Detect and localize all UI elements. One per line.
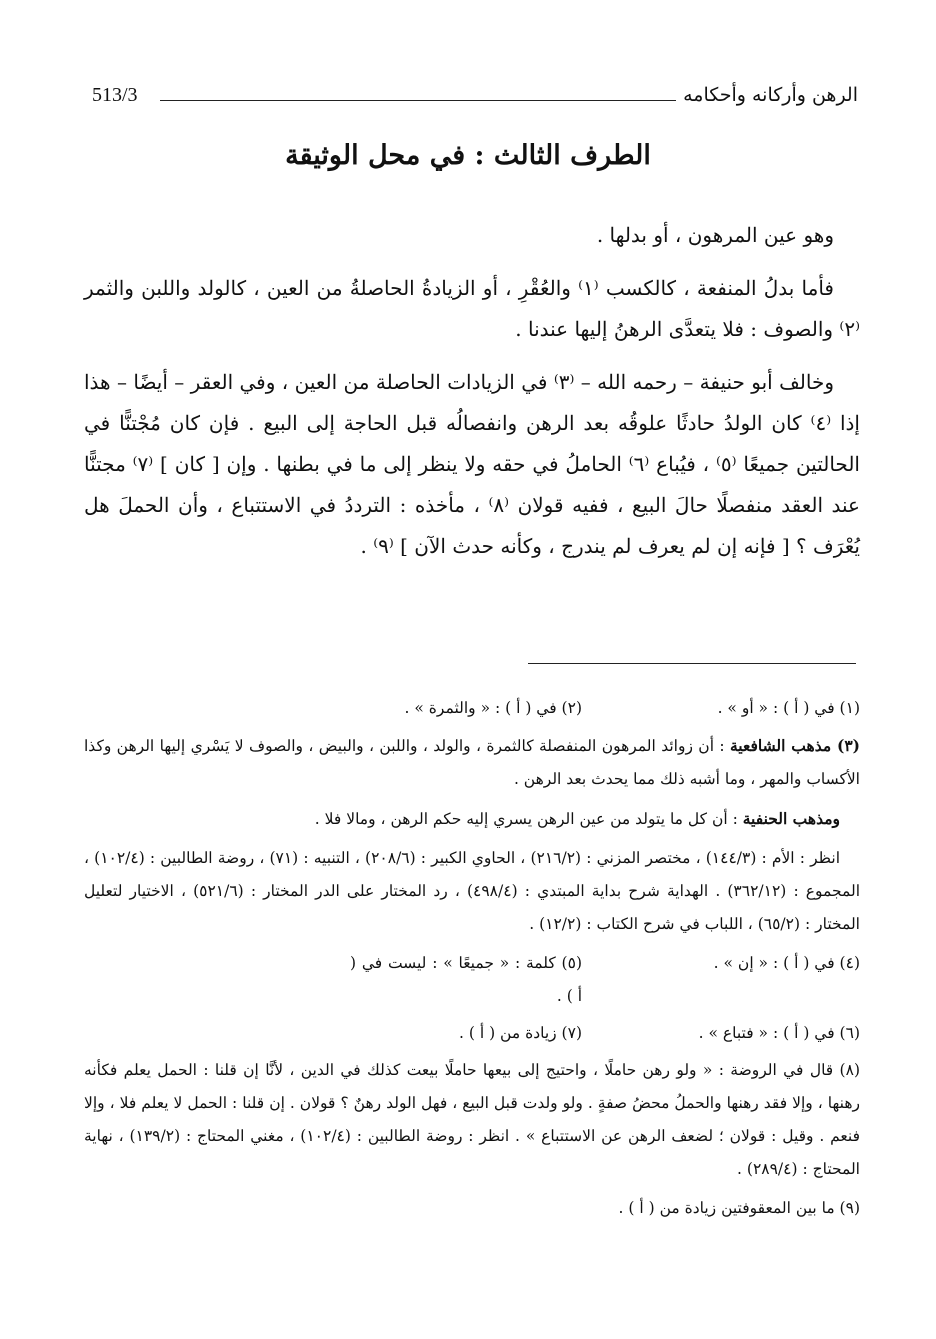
footnotes xyxy=(84,692,860,1231)
footnote-9: (٩) ما بين المعقوفتين زيادة من ( أ ) . xyxy=(618,1199,860,1217)
footnote-3-label: (٣) مذهب الشافعية xyxy=(730,736,860,755)
running-header xyxy=(92,84,858,116)
footnote-3-references: انظر : الأم : (١٤٤/٣) ، مختصر المزني : (٢١٦/٢) ، الحاوي الكبير : (٢٠٨/٦) ، التنبيه : (٧١) ، روضة الطالبين : (١٠٢/٤) ، المجموع : (٣٦٢/١٢) . الهداية شرح بداية المبتدي : (٤٩٨/٤) ، رد المختار على الدر المختار : (٥٢١/٦) ، الاختيار لتعليل المختار : (٦٥/٢) ، اللباب في شرح الكتاب : (١٢/٢) . xyxy=(84,849,860,933)
footnote-7: (٧) زيادة من ( أ ) . xyxy=(459,1024,582,1042)
footnote-row xyxy=(84,692,860,725)
paragraph: فأما بدلُ المنفعة ، كالكسب ⁽١⁾ والعُقْرِ ، أو الزيادةُ الحاصلةُ من العين ، كالولد واللبن والثمر ⁽٢⁾ والصوف : فلا يتعدَّى الرهنُ إليها عندنا . xyxy=(84,276,860,341)
footnote-5: (٥) كلمة : « جميعًا » : ليست في ( أ ) . xyxy=(350,954,582,1005)
header-rule xyxy=(160,100,676,101)
paragraph: وخالف أبو حنيفة – رحمه الله – ⁽٣⁾ في الزيادات الحاصلة من العين ، وفي العقر – أيضًا – هذا إذا ⁽٤⁾ كان الولدُ حادثًا علوقُه بعد الرهن وانفصالُه قبل الحاجة إلى البيع . فإن كان مُجْتنًّا في الحالتين جميعًا ⁽٥⁾ ، فيُباع ⁽٦⁾ الحاملُ في حقه ولا ينظر إلى ما في بطنها . وإن [ كان ] ⁽٧⁾ مجتنًّا عند العقد منفصلًا حالَ البيع ، ففيه قولان ⁽٨⁾ ، مأخذه : الترددُ في الاستتباع ، وأن الحملَ هل يُعْرَف ؟ [ فإنه إن لم يعرف لم يندرج ، وكأنه حدث الآن ] ⁽٩⁾ . xyxy=(84,370,860,558)
footnote-row xyxy=(84,947,860,1013)
footnote-6: (٦) في ( أ ) : « فتباع » . xyxy=(698,1024,860,1042)
footnote-3 xyxy=(84,729,860,796)
footnote-3-text: : أن زوائد المرهون المنفصلة كالثمرة ، والولد ، واللبن ، والبيض ، والصوف لا يَسْري إليها الرهن وكذا الأكساب والمهر ، وما أشبه ذلك مما يحدث بعد الرهن . xyxy=(84,737,860,788)
footnote-8: (٨) قال في الروضة : « ولو رهن حاملًا ، واحتيج إلى بيعها حاملًا بيعت كذلك في الدين ، لأنَّا إن قلنا : الحمل يعلم فكأنه رهنها ، وإلا فقد رهنها والحملُ محضُ صفةٍ . ولو ولدت قبل البيع ، فهل الولد رهنٌ ؟ قولان . إن قلنا : الحمل لا يعلم فلا ، وإلا فنعم . وقيل : قولان ؛ لضعف الرهن عن الاستتباع » . انظر : روضة الطالبين : (١٠٢/٤) ، مغني المحتاج : (١٣٩/٢) ، نهاية المحتاج : (٢٨٩/٤) . xyxy=(84,1061,860,1178)
main-text xyxy=(84,215,860,567)
footnote-1: (١) في ( أ ) : « أو » . xyxy=(717,699,860,717)
footnote-4: (٤) في ( أ ) : « إن » . xyxy=(713,954,860,972)
header-title: الرهن وأركانه وأحكامه xyxy=(683,84,858,106)
page-number: 513/3 xyxy=(92,84,138,106)
section-title: الطرف الثالث : في محل الوثيقة xyxy=(285,140,651,171)
footnote-3b-text: : أن كل ما يتولد من عين الرهن يسري إليه حكم الرهن ، ومالا فلا . xyxy=(314,810,738,828)
footnote-2: (٢) في ( أ ) : « والثمرة » . xyxy=(404,699,582,717)
paragraph: وهو عين المرهون ، أو بدلها . xyxy=(596,223,834,247)
footnote-3b xyxy=(84,802,860,836)
footnote-separator xyxy=(528,663,856,664)
footnote-3b-label: ومذهب الحنفية xyxy=(742,809,840,828)
footnote-row xyxy=(84,1017,860,1050)
